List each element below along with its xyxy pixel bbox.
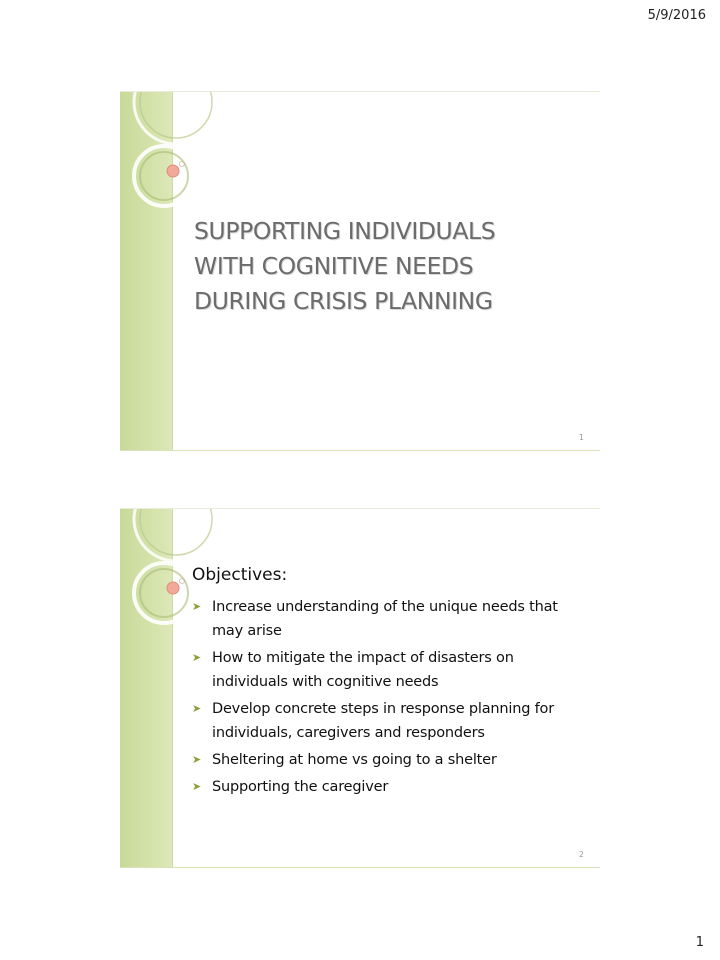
title-line-1: SUPPORTING INDIVIDUALS <box>194 217 496 245</box>
slide-number: 1 <box>578 433 584 442</box>
slide-1 <box>120 91 600 451</box>
arrow-bullet-icon: ➤ <box>192 600 202 613</box>
list-item <box>190 595 590 643</box>
title-line-3: DURING CRISIS PLANNING <box>194 287 493 315</box>
list-item <box>190 646 590 694</box>
list-item-text: Supporting the caregiver <box>212 779 389 795</box>
slide-number: 2 <box>578 850 584 859</box>
list-item-text: How to mitigate the impact of disasters on individuals with cognitive needs <box>212 650 514 690</box>
slide-title <box>194 214 584 319</box>
ring-decoration-icon <box>120 92 220 222</box>
objectives-heading: Objectives: <box>192 565 288 585</box>
list-item <box>190 775 590 799</box>
list-item-text: Develop concrete steps in response planning for individuals, caregivers and responders <box>212 701 554 741</box>
arrow-bullet-icon: ➤ <box>192 702 202 715</box>
page-number: 1 <box>695 935 704 950</box>
arrow-bullet-icon: ➤ <box>192 753 202 766</box>
print-date: 5/9/2016 <box>647 8 706 23</box>
arrow-bullet-icon: ➤ <box>192 651 202 664</box>
slide-2 <box>120 508 600 868</box>
list-item-text: Sheltering at home vs going to a shelter <box>212 752 497 768</box>
title-line-2: WITH COGNITIVE NEEDS <box>194 252 474 280</box>
list-item <box>190 748 590 772</box>
list-item-text: Increase understanding of the unique needs that may arise <box>212 599 558 639</box>
objectives-list <box>190 595 590 802</box>
list-item <box>190 697 590 745</box>
arrow-bullet-icon: ➤ <box>192 780 202 793</box>
